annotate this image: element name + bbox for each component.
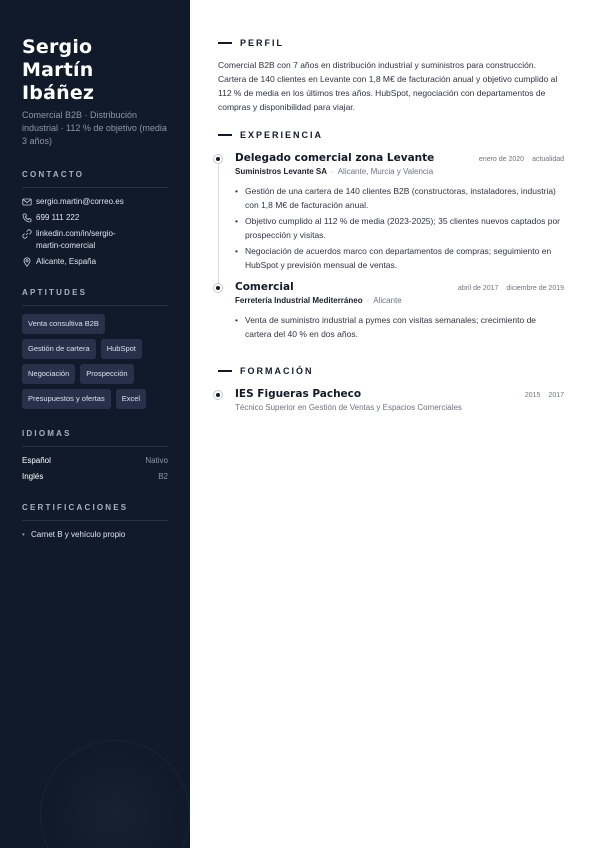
job-location: Alicante [373, 296, 402, 305]
profile-section [218, 38, 564, 114]
experience-heading [218, 130, 564, 140]
skills-list [22, 314, 168, 409]
language-row [22, 471, 168, 483]
job-bullet: • Objetivo cumplido al 112 % de media (2023-2025); 35 clientes nuevos captados por prospección y visitas. [235, 214, 564, 242]
job-company-line: Ferretería Industrial Mediterráneo · Alicante [235, 296, 402, 305]
job-title: Delegado comercial zona Levante [235, 152, 435, 164]
certification-item [22, 529, 168, 541]
certifications-section [22, 503, 168, 541]
job-bullet: • Venta de suministro industrial a pymes con visitas semanales; crecimiento de cartera del 40 % en dos años. [235, 313, 564, 341]
education-heading [218, 366, 564, 376]
profile-text: Comercial B2B con 7 años en distribución industrial y suministros para construcción. Cartera de 140 clientes en Levante con 1,8 M€ de facturación anual y objetivo cumplido al 112 % de media en los últimos tres años. HubSpot, negociación con departamentos de compras y disponibilidad para viajar. [218, 60, 558, 112]
education-start: 2015 [524, 392, 541, 399]
skills-section [22, 288, 168, 409]
contact-location [22, 256, 168, 268]
skills-heading: APTITUDES [22, 288, 168, 306]
job-dates [458, 285, 564, 292]
bullet-icon: • [22, 530, 25, 539]
contact-section [22, 170, 168, 268]
name-line-1: Sergio Martín [22, 36, 94, 81]
school-name: IES Figueras Pacheco [235, 388, 362, 400]
job-start: enero de 2020 [478, 156, 525, 163]
contact-phone-text: 699 111 222 [36, 213, 80, 222]
job-end: diciembre de 2019 [506, 285, 564, 292]
contact-heading: CONTACTO [22, 170, 168, 188]
language-level: B2 [158, 472, 168, 481]
decorative-circle [40, 740, 190, 848]
job-company: Suministros Levante SA [235, 167, 328, 176]
skill-chip: Prospección [80, 364, 133, 384]
job-bullets [235, 184, 564, 272]
profile-heading [218, 38, 564, 48]
heading-bar [218, 370, 232, 372]
degree-name: Técnico Superior en Gestión de Ventas y Espacios Comerciales [235, 403, 462, 412]
skill-chip: Venta consultiva B2B [22, 314, 105, 334]
heading-bar [218, 42, 232, 44]
skill-chip: Excel [116, 389, 146, 409]
timeline-dot [214, 284, 222, 292]
job-start: abril de 2017 [457, 285, 499, 292]
tagline: Comercial B2B · Distribución industrial · 112 % de objetivo (media 3 años) [22, 110, 167, 146]
sidebar [0, 0, 190, 848]
timeline-dot [214, 155, 222, 163]
language-name: Español [22, 456, 51, 465]
skill-chip: HubSpot [101, 339, 142, 359]
experience-heading-text: EXPERIENCIA [240, 130, 324, 140]
skill-chip: Presupuestos y ofertas [22, 389, 111, 409]
skill-chip: Negociación [22, 364, 75, 384]
language-name: Inglés [22, 472, 44, 481]
contact-email[interactable] [22, 196, 168, 208]
job-bullets [235, 313, 564, 341]
job-company: Ferretería Industrial Mediterráneo [235, 296, 363, 305]
education-entry [218, 388, 564, 412]
education-end: 2017 [548, 392, 564, 399]
education-dates [525, 392, 564, 399]
education-section [218, 366, 564, 412]
job-bullet: • Negociación de acuerdos marco con departamentos de compras; seguimiento en HubSpot y previsión mensual de ventas. [235, 244, 564, 272]
job-dates [479, 156, 564, 163]
location-icon [22, 257, 32, 267]
job-title: Comercial [235, 281, 294, 293]
job-bullet: • Gestión de una cartera de 140 clientes B2B (constructoras, instaladores, industria) con 1,8 M€ de facturación anual. [235, 184, 564, 212]
job-company-line: Suministros Levante SA · Alicante, Murcia y Valencia [235, 167, 434, 176]
heading-bar [218, 134, 232, 136]
candidate-name [22, 36, 168, 105]
education-timeline [218, 388, 564, 412]
contact-linkedin-text: linkedin.com/in/sergio-martin-comercial [36, 229, 116, 250]
job-location: Alicante, Murcia y Valencia [337, 167, 434, 176]
language-row [22, 455, 168, 467]
contact-phone[interactable] [22, 212, 168, 224]
languages-heading: IDIOMAS [22, 429, 168, 447]
name-line-2: Ibáñez [22, 82, 95, 104]
job-entry [218, 281, 564, 341]
education-heading-text: FORMACIÓN [240, 366, 314, 376]
job-entry [218, 152, 564, 272]
experience-section [218, 130, 564, 343]
phone-icon [22, 213, 32, 223]
contact-location-text: Alicante, España [36, 257, 97, 266]
contact-linkedin[interactable] [22, 228, 168, 252]
profile-heading-text: PERFIL [240, 38, 285, 48]
certifications-heading: CERTIFICACIONES [22, 503, 168, 521]
job-end: actualidad [532, 156, 564, 163]
timeline-dot [214, 391, 222, 399]
linkedin-icon [22, 229, 32, 239]
certification-text: Carnet B y vehículo propio [31, 530, 126, 539]
contact-email-text: sergio.martin@correo.es [36, 197, 124, 206]
language-level: Nativo [145, 456, 168, 465]
skill-chip: Gestión de cartera [22, 339, 96, 359]
experience-timeline [218, 152, 564, 341]
mail-icon [22, 197, 32, 207]
languages-section [22, 429, 168, 483]
